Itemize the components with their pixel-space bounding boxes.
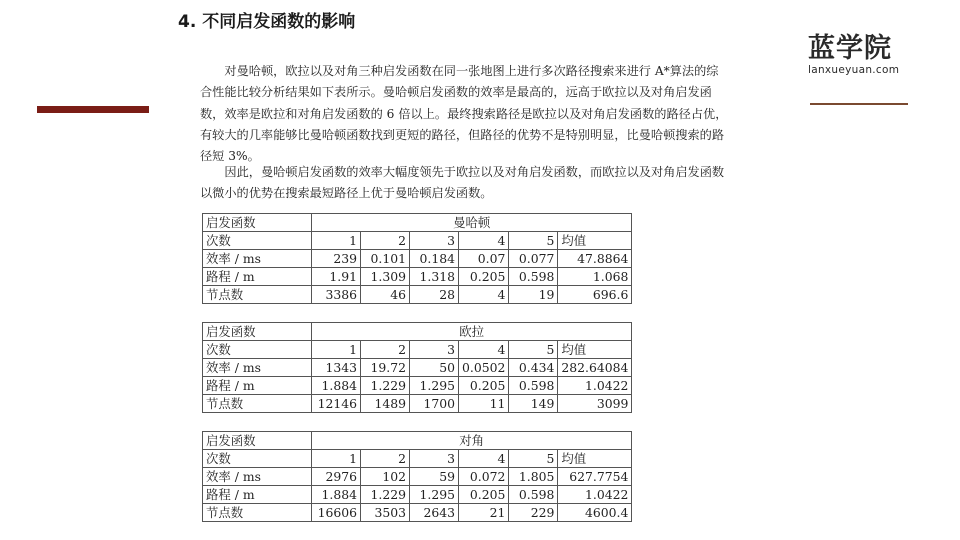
metric-value: 1.309 (361, 268, 410, 286)
run-index-row (203, 450, 632, 468)
run-number: 4 (459, 450, 509, 468)
metric-value: 0.0502 (459, 359, 509, 377)
table-spacer (203, 304, 632, 323)
metric-label: 效率 / ms (203, 359, 312, 377)
metric-value: 1.884 (312, 377, 361, 395)
run-number: 1 (312, 450, 361, 468)
metric-average: 627.7754 (558, 468, 632, 486)
table-row (203, 468, 632, 486)
metric-value: 0.205 (459, 377, 509, 395)
heuristic-label: 启发函数 (203, 432, 312, 450)
run-index-row (203, 232, 632, 250)
run-number: 2 (361, 450, 410, 468)
metric-value: 0.434 (509, 359, 558, 377)
metric-value: 11 (459, 395, 509, 413)
metric-average: 282.64084 (558, 359, 632, 377)
accent-bar (37, 106, 149, 113)
table-row (203, 377, 632, 395)
metric-value: 229 (509, 504, 558, 522)
spacer-cell (203, 304, 632, 323)
table-spacer (203, 413, 632, 432)
metric-average: 4600.4 (558, 504, 632, 522)
metric-value: 50 (410, 359, 459, 377)
metric-value: 1.805 (509, 468, 558, 486)
metric-value: 2643 (410, 504, 459, 522)
comparison-tables (202, 213, 632, 522)
run-index-row (203, 341, 632, 359)
heuristic-header-row (203, 214, 632, 232)
metric-value: 1.295 (410, 377, 459, 395)
metric-label: 节点数 (203, 286, 312, 304)
heuristic-header-row (203, 323, 632, 341)
metric-value: 1.229 (361, 377, 410, 395)
metric-value: 1.884 (312, 486, 361, 504)
heuristic-name: 曼哈顿 (312, 214, 632, 232)
metric-value: 149 (509, 395, 558, 413)
table-row (203, 286, 632, 304)
run-number: 5 (509, 232, 558, 250)
body-paragraph-1: 对曼哈顿，欧拉以及对角三种启发函数在同一张地图上进行多次路径搜索来进行 A*算法的综合性能比较分析结果如下表所示。曼哈顿启发函数的效率是最高的，远高于欧拉以及对角启发函数，效率是欧拉和对角启发函数的 6 倍以上。最终搜索路径是欧拉以及对角启发函数的路径占优，有较大的几率能够比曼哈顿函数找到更短的路径，但路径的优势不是特别明显，比曼哈顿搜索的路径短 3%。 (200, 64, 728, 164)
table-row (203, 395, 632, 413)
metric-average: 1.068 (558, 268, 632, 286)
metric-value: 4 (459, 286, 509, 304)
run-number: 5 (509, 341, 558, 359)
average-label: 均值 (558, 232, 632, 250)
logo-url: lanxueyuan.com (808, 64, 900, 76)
metric-label: 节点数 (203, 395, 312, 413)
metric-value: 1.295 (410, 486, 459, 504)
metric-value: 1700 (410, 395, 459, 413)
metric-value: 0.184 (410, 250, 459, 268)
heuristic-header-row (203, 432, 632, 450)
brand-logo (808, 34, 908, 76)
metric-value: 0.205 (459, 268, 509, 286)
run-number: 5 (509, 450, 558, 468)
metric-average: 1.0422 (558, 486, 632, 504)
body-paragraph-2: 因此，曼哈顿启发函数的效率大幅度领先于欧拉以及对角启发函数，而欧拉以及对角启发函数以微小的优势在搜索最短路径上优于曼哈顿启发函数。 (200, 165, 725, 201)
heuristic-name: 对角 (312, 432, 632, 450)
metric-value: 0.077 (509, 250, 558, 268)
slide-title: 4. 不同启发函数的影响 (178, 12, 356, 32)
metric-label: 效率 / ms (203, 250, 312, 268)
average-label: 均值 (558, 450, 632, 468)
run-number: 2 (361, 341, 410, 359)
run-number: 4 (459, 232, 509, 250)
spacer-cell (203, 413, 632, 432)
run-number: 4 (459, 341, 509, 359)
table-row (203, 359, 632, 377)
metric-value: 21 (459, 504, 509, 522)
metric-value: 0.072 (459, 468, 509, 486)
metric-value: 0.598 (509, 377, 558, 395)
heuristic-label: 启发函数 (203, 323, 312, 341)
metric-average: 47.8864 (558, 250, 632, 268)
results-table (202, 213, 632, 522)
metric-label: 节点数 (203, 504, 312, 522)
metric-value: 102 (361, 468, 410, 486)
metric-value: 16606 (312, 504, 361, 522)
metric-value: 19.72 (361, 359, 410, 377)
metric-value: 46 (361, 286, 410, 304)
metric-average: 3099 (558, 395, 632, 413)
metric-average: 1.0422 (558, 377, 632, 395)
metric-value: 0.07 (459, 250, 509, 268)
metric-value: 1.318 (410, 268, 459, 286)
metric-value: 0.598 (509, 268, 558, 286)
metric-value: 2976 (312, 468, 361, 486)
heuristic-name: 欧拉 (312, 323, 632, 341)
table-row (203, 250, 632, 268)
table-row (203, 486, 632, 504)
metric-value: 3503 (361, 504, 410, 522)
metric-value: 19 (509, 286, 558, 304)
run-number: 1 (312, 232, 361, 250)
metric-value: 12146 (312, 395, 361, 413)
run-label: 次数 (203, 232, 312, 250)
metric-value: 1.229 (361, 486, 410, 504)
table-row (203, 504, 632, 522)
heuristic-label: 启发函数 (203, 214, 312, 232)
metric-label: 路程 / m (203, 268, 312, 286)
run-number: 1 (312, 341, 361, 359)
metric-value: 0.205 (459, 486, 509, 504)
metric-value: 1343 (312, 359, 361, 377)
metric-value: 1489 (361, 395, 410, 413)
metric-label: 路程 / m (203, 377, 312, 395)
table-row (203, 268, 632, 286)
metric-label: 效率 / ms (203, 468, 312, 486)
metric-label: 路程 / m (203, 486, 312, 504)
metric-value: 59 (410, 468, 459, 486)
logo-text: 蓝学院 (808, 33, 892, 64)
metric-value: 0.101 (361, 250, 410, 268)
logo-divider (810, 103, 908, 105)
metric-value: 28 (410, 286, 459, 304)
run-number: 3 (410, 232, 459, 250)
run-number: 3 (410, 450, 459, 468)
run-number: 3 (410, 341, 459, 359)
metric-value: 1.91 (312, 268, 361, 286)
run-label: 次数 (203, 450, 312, 468)
metric-value: 3386 (312, 286, 361, 304)
metric-value: 239 (312, 250, 361, 268)
run-number: 2 (361, 232, 410, 250)
metric-average: 696.6 (558, 286, 632, 304)
average-label: 均值 (558, 341, 632, 359)
run-label: 次数 (203, 341, 312, 359)
metric-value: 0.598 (509, 486, 558, 504)
